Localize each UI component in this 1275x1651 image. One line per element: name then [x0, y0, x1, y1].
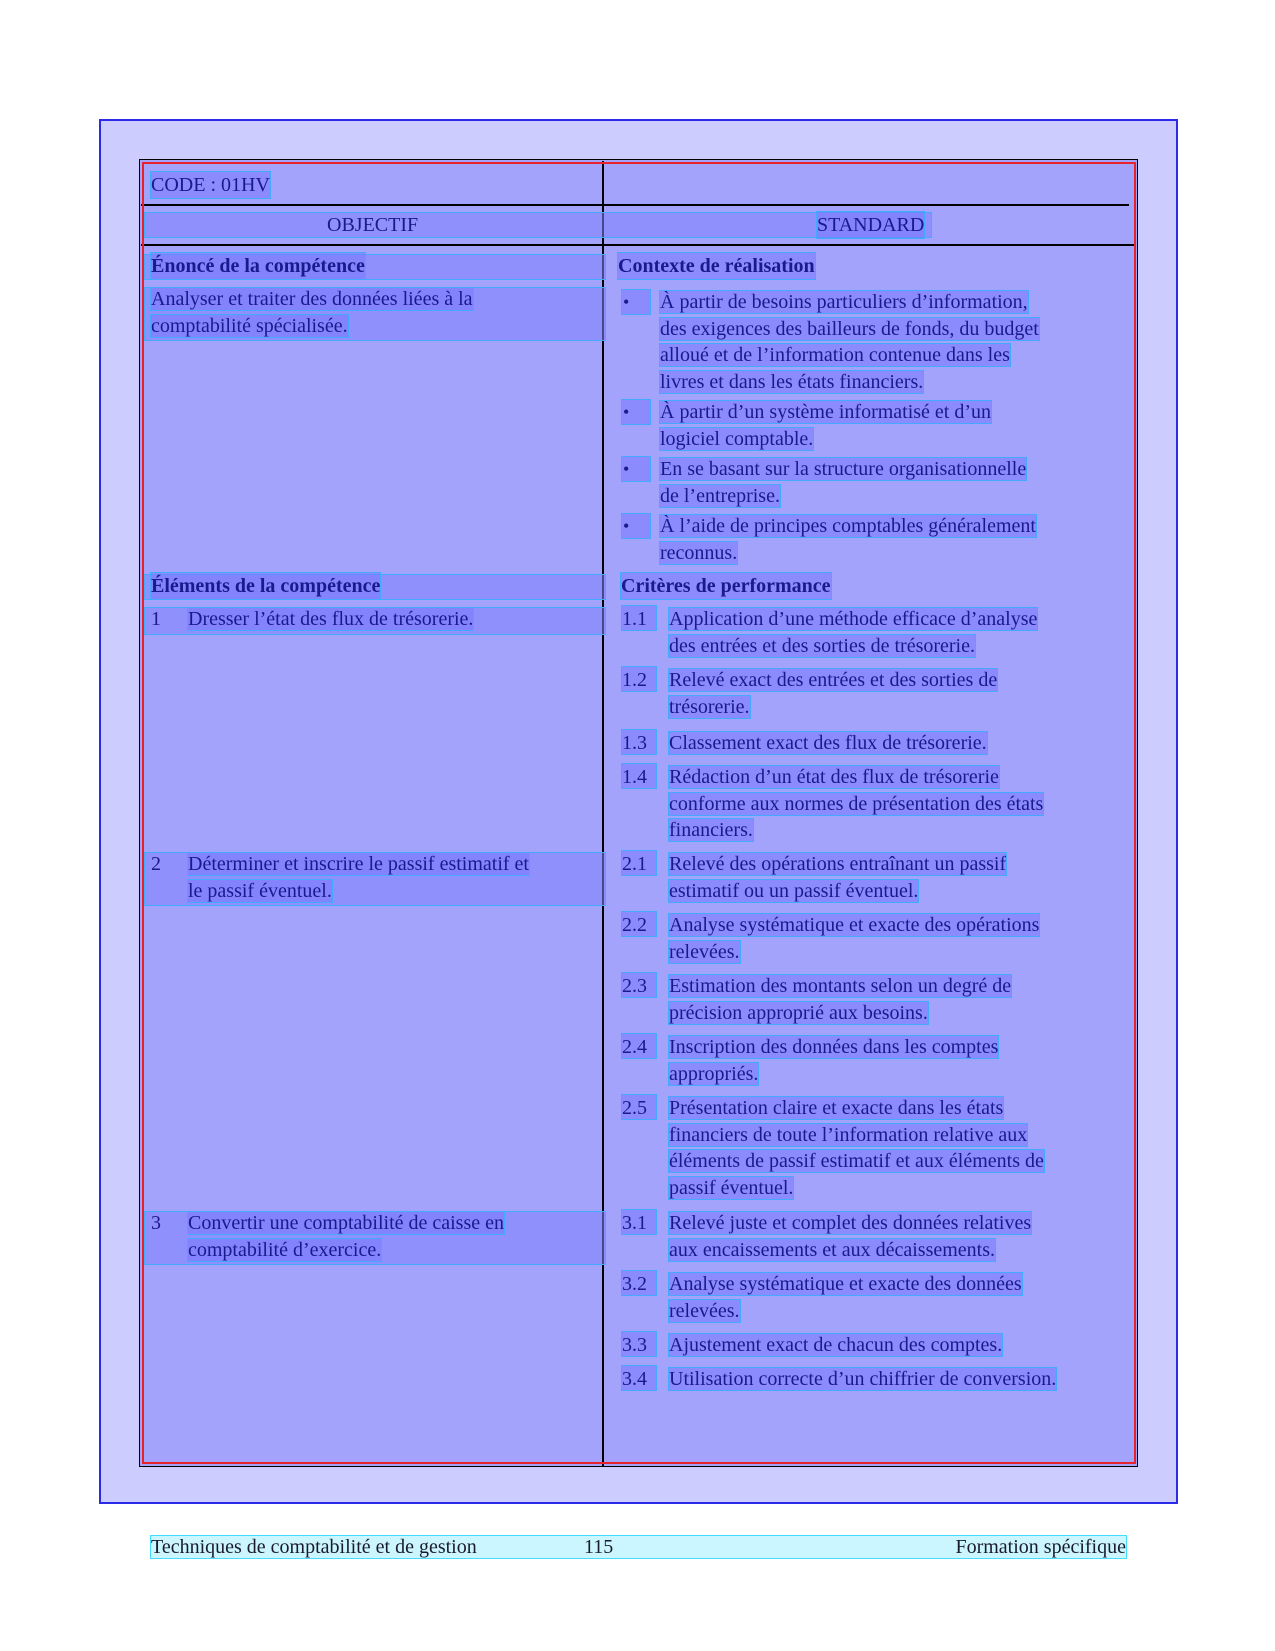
criterion-line-text: Analyse systématique et exacte des données — [669, 1273, 1022, 1295]
element-line-text: Dresser l’état des flux de trésorerie. — [188, 608, 474, 630]
criterion-line-text: Estimation des montants selon un degré de — [669, 975, 1012, 997]
criterion-line — [669, 1332, 1002, 1359]
criteres-title: Critères de performance — [621, 575, 831, 597]
contexte-line-text: des exigences des bailleurs de fonds, du budget — [660, 317, 1039, 340]
criterion-line-text: aux encaissements et aux décaissements. — [669, 1238, 995, 1261]
criterion-line-text: Analyse systématique et exacte des opérations — [669, 914, 1040, 936]
criterion-item — [669, 912, 1039, 965]
bullet-glyph: • — [623, 402, 630, 422]
element-line — [188, 878, 529, 905]
criterion-line — [669, 939, 1039, 966]
criterion-line-text: financiers de toute l’information relative aux — [669, 1123, 1028, 1146]
criterion-line — [669, 791, 1043, 818]
enonce-line: Analyser et traiter des données liées à la — [151, 288, 473, 310]
criterion-number: 2.1 — [622, 851, 656, 875]
contexte-line — [660, 289, 1039, 316]
footer-title: Techniques de comptabilité et de gestion — [151, 1536, 477, 1558]
course-code: CODE : 01HV — [151, 174, 270, 196]
criterion-line — [669, 1148, 1044, 1175]
contexte-line-text: logiciel comptable. — [660, 427, 814, 450]
criterion-line-text: Classement exact des flux de trésorerie. — [669, 732, 987, 754]
criterion-line-text: des entrées et des sorties de trésorerie. — [669, 634, 975, 657]
criterion-line — [669, 1034, 998, 1061]
criterion-line-text: Ajustement exact de chacun des comptes. — [669, 1334, 1003, 1356]
criterion-line — [669, 1095, 1044, 1122]
contexte-line — [660, 399, 991, 426]
criterion-item — [669, 606, 1037, 659]
criterion-number: 1.2 — [622, 667, 656, 691]
criterion-line-text: Relevé juste et complet des données relatives — [669, 1212, 1032, 1234]
contexte-line-text: de l’entreprise. — [660, 484, 780, 507]
contexte-line-text: À partir de besoins particuliers d’information, — [660, 291, 1028, 313]
contexte-line — [660, 342, 1039, 369]
criterion-line-text: passif éventuel. — [669, 1176, 794, 1199]
criterion-item — [669, 851, 1006, 904]
criterion-line — [669, 1122, 1044, 1149]
criterion-line — [669, 1271, 1022, 1298]
criterion-line — [669, 912, 1039, 939]
element-number: 3 — [151, 1212, 161, 1234]
criterion-item — [669, 764, 1043, 844]
contexte-line — [660, 369, 1039, 396]
element-line — [188, 1210, 504, 1237]
criterion-item — [669, 973, 1011, 1026]
criterion-line-text: conforme aux normes de présentation des états — [669, 792, 1044, 815]
criterion-line — [669, 694, 997, 721]
criterion-line — [669, 606, 1037, 633]
criterion-line — [669, 730, 987, 757]
footer-section: Formation spécifique — [955, 1536, 1126, 1558]
contexte-line — [660, 513, 1036, 540]
enonce-text — [151, 286, 473, 339]
bullet-glyph: • — [623, 292, 630, 312]
contexte-line-text: En se basant sur la structure organisationnelle — [660, 458, 1027, 480]
criterion-number: 3.4 — [622, 1366, 656, 1390]
criterion-line-text: financiers. — [669, 819, 753, 841]
contexte-line-text: reconnus. — [660, 541, 738, 564]
criterion-number: 3.3 — [622, 1332, 656, 1356]
criterion-line-text: Application d’une méthode efficace d’analyse — [669, 608, 1038, 630]
criterion-item — [669, 1271, 1022, 1324]
criterion-number: 2.4 — [622, 1034, 656, 1058]
criterion-number: 2.3 — [622, 973, 656, 997]
standard-header: STANDARD — [817, 214, 925, 236]
contexte-item — [660, 513, 1036, 566]
criterion-item — [669, 667, 997, 720]
criterion-item — [669, 1210, 1031, 1263]
criterion-item — [669, 1366, 1056, 1393]
contexte-line — [660, 316, 1039, 343]
element-line — [188, 851, 529, 878]
criterion-number: 3.1 — [622, 1210, 656, 1234]
criterion-line — [669, 1366, 1056, 1393]
element-number: 2 — [151, 853, 161, 875]
criterion-number: 2.2 — [622, 912, 656, 936]
contexte-line — [660, 456, 1026, 483]
criterion-line-text: Relevé exact des entrées et des sorties de — [669, 669, 998, 691]
page-number: 115 — [584, 1536, 614, 1558]
criterion-line-text: éléments de passif estimatif et aux éléments de — [669, 1150, 1044, 1172]
elements-title: Éléments de la compétence — [151, 575, 381, 597]
contexte-line — [660, 426, 991, 453]
criterion-line — [669, 667, 997, 694]
element-item — [188, 1210, 504, 1263]
criterion-line-text: Rédaction d’un état des flux de trésorerie — [669, 766, 999, 788]
column-divider — [602, 161, 604, 1466]
criterion-number: 1.4 — [622, 764, 656, 788]
contexte-line — [660, 540, 1036, 567]
element-number: 1 — [151, 608, 161, 630]
criterion-line — [669, 764, 1043, 791]
criterion-item — [669, 730, 987, 757]
element-line-text: Convertir une comptabilité de caisse en — [188, 1212, 505, 1234]
criterion-line — [669, 851, 1006, 878]
criterion-number: 3.2 — [622, 1271, 656, 1295]
enonce-title: Énoncé de la compétence — [151, 255, 365, 277]
page-footer — [151, 1536, 1126, 1558]
contexte-line-text: À l’aide de principes comptables généralement — [660, 515, 1036, 537]
contexte-line-text: À partir d’un système informatisé et d’un — [660, 401, 992, 423]
row-divider-header — [141, 244, 1135, 246]
criterion-line-text: Inscription des données dans les comptes — [669, 1036, 999, 1058]
criterion-line — [669, 1210, 1031, 1237]
bullet-glyph: • — [623, 516, 630, 536]
enonce-line: comptabilité spécialisée. — [151, 314, 348, 337]
contexte-item — [660, 289, 1039, 395]
criterion-line — [669, 1000, 1011, 1027]
criterion-line-text: Présentation claire et exacte dans les états — [669, 1097, 1004, 1119]
criterion-line — [669, 1175, 1044, 1202]
criterion-line-text: relevées. — [669, 1299, 740, 1322]
element-line-text: comptabilité d’exercice. — [188, 1238, 382, 1261]
criterion-line — [669, 817, 1043, 844]
criterion-number: 2.5 — [622, 1095, 656, 1119]
criterion-line — [669, 1061, 998, 1088]
criterion-number: 1.3 — [622, 730, 656, 754]
criterion-item — [669, 1332, 1002, 1359]
header-band — [145, 213, 931, 237]
element-line-text: le passif éventuel. — [188, 879, 332, 902]
contexte-line — [660, 483, 1026, 510]
contexte-line-text: alloué et de l’information contenue dans les — [660, 344, 1010, 366]
criterion-line-text: relevées. — [669, 940, 740, 963]
criterion-line-text: précision approprié aux besoins. — [669, 1001, 928, 1024]
criterion-line — [669, 1298, 1022, 1325]
criterion-line — [669, 973, 1011, 1000]
criterion-line-text: estimatif ou un passif éventuel. — [669, 879, 919, 902]
element-item — [188, 851, 529, 904]
row-divider-code — [141, 204, 1129, 206]
contexte-item — [660, 456, 1026, 509]
element-line — [188, 606, 473, 633]
criterion-number: 1.1 — [622, 606, 656, 630]
criterion-line-text: Relevé des opérations entraînant un passif — [669, 853, 1007, 875]
contexte-item — [660, 399, 991, 452]
element-line-text: Déterminer et inscrire le passif estimatif et — [188, 853, 529, 875]
criterion-line-text: appropriés. — [669, 1062, 759, 1085]
criterion-item — [669, 1095, 1044, 1201]
objectif-header: OBJECTIF — [327, 214, 419, 236]
contexte-title: Contexte de réalisation — [618, 255, 815, 277]
criterion-line-text: Utilisation correcte d’un chiffrier de conversion. — [669, 1368, 1057, 1390]
element-item — [188, 606, 473, 633]
contexte-line-text: livres et dans les états financiers. — [660, 370, 924, 393]
criterion-line — [669, 1237, 1031, 1264]
bullet-glyph: • — [623, 459, 630, 479]
element-line — [188, 1237, 504, 1264]
criterion-line-text: trésorerie. — [669, 695, 750, 718]
criterion-item — [669, 1034, 998, 1087]
criterion-line — [669, 878, 1006, 905]
criterion-line — [669, 633, 1037, 660]
